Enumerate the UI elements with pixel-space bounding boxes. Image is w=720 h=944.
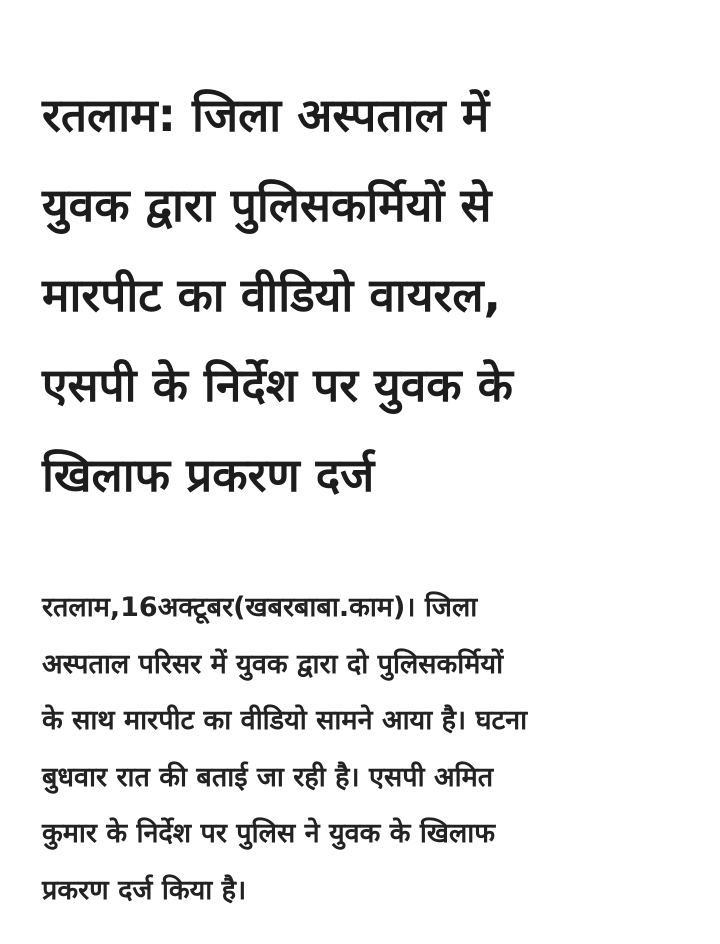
article-headline xyxy=(42,70,692,520)
headline-line: एसपी के निर्देश पर युवक के xyxy=(42,358,513,412)
headline-line: युवक द्वारा पुलिसकर्मियों से xyxy=(42,178,492,232)
headline-line: मारपीट का वीडियो वायरल, xyxy=(42,268,502,322)
article-body xyxy=(42,580,527,919)
body-line: अस्पताल परिसर में युवक द्वारा दो पुलिसकर्मियों xyxy=(42,648,504,680)
body-line: बुधवार रात की बताई जा रही है। एसपी अमित xyxy=(42,761,494,793)
body-line: के साथ मारपीट का वीडियो सामने आया है। घटना xyxy=(42,705,528,736)
headline-line: रतलाम: जिला अस्पताल में xyxy=(42,88,490,142)
headline-line: खिलाफ प्रकरण दर्ज xyxy=(42,448,375,502)
body-line: रतलाम,16अक्टूबर(खबरबाबा.काम)। जिला xyxy=(42,592,478,623)
body-line: कुमार के निर्देश पर पुलिस ने युवक के खिलाफ xyxy=(42,818,496,849)
body-line: प्रकरण दर्ज किया है। xyxy=(42,874,247,906)
article xyxy=(42,70,692,906)
